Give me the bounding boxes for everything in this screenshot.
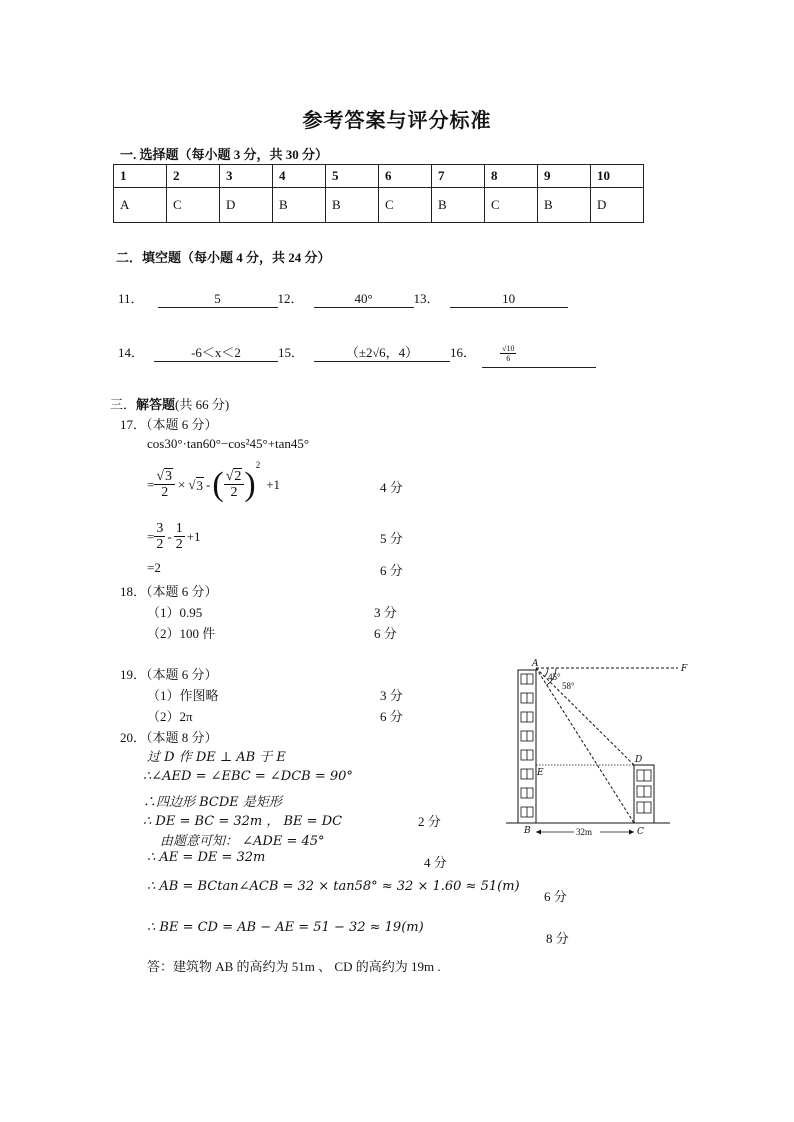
q17-step2-score: 5 分 [380,531,403,546]
section1-heading: 一. 选择题（每小题 3 分，共 30 分） [120,147,329,162]
label-f: F [681,664,688,674]
q13-answer: 10 [450,291,568,308]
distance-label: 32m [576,827,593,837]
q20-line8-score: 8 分 [546,931,569,946]
sight-line-ad [536,668,634,765]
q17-step1-score: 4 分 [380,480,403,495]
q20-line2: ∴∠AED = ∠EBC = ∠DCB = 90° [143,769,353,784]
page-title: 参考答案与评分标准 [302,110,492,132]
fill-row-2 [118,342,596,368]
q17-expression: cos30°·tan60°−cos²45°+tan45° [147,436,310,451]
q17-step3-score: 6 分 [380,563,403,578]
q18-part2-score: 6 分 [374,626,397,641]
q14-answer: -6＜x＜2 [154,345,278,362]
q18-label: 18．（本题 6 分） [120,584,218,599]
angle-label-45: 45° [548,672,561,682]
q11-answer: 5 [158,291,278,308]
q19-part2: （2）2π [147,709,193,724]
q20-line6: ∴ AE = DE = 32m [147,850,266,865]
q20-answer: 答：建筑物 AB 的高约为 51m 、 CD 的高约为 19m . [147,959,441,974]
q16-answer [482,345,596,368]
q20-line1: 过 D 作 DE ⊥ AB 于 E [147,750,286,765]
q19-part1: （1）作图略 [147,688,219,703]
q15-answer [314,345,450,362]
answer-cell: A [114,188,167,223]
building-diagram [500,658,700,842]
answer-cell: D [220,188,273,223]
angle-label-58: 58° [562,681,575,691]
answer-table-answer-row [114,188,644,223]
q17-step3: =2 [147,560,161,575]
q12-answer: 40° [314,291,414,308]
q19-part2-score: 6 分 [380,709,403,724]
q18-part1-score: 3 分 [374,605,397,620]
section3-heading [110,394,229,413]
answer-cell: B [432,188,485,223]
section3-heading-points: (共 66 分) [175,397,230,412]
question-number: 7 [432,165,485,188]
label-c: C [637,827,644,837]
answer-cell: B [326,188,379,223]
label-a: A [532,659,539,669]
answer-cell: B [273,188,326,223]
q13-number: 13． [413,291,440,306]
q20-line4: ∴ DE = BC = 32m ， BE = DC [143,814,343,829]
q20-line4-score: 2 分 [418,814,441,829]
question-number: 10 [591,165,644,188]
sight-line-ac [536,668,634,823]
q20-line3: ∴四边形 BCDE 是矩形 [143,795,282,810]
arrowhead-right [629,830,634,835]
section3-heading-title: 解答题 [136,397,176,412]
q15-answer-post: ，4） [385,345,419,360]
fraction-denominator: 6 [506,354,511,364]
fraction-numerator: √10 [502,344,515,354]
q20-line8: ∴ BE = CD = AB − AE = 51 − 32 ≈ 19(m) [147,920,424,935]
q15-answer-pre: （±2 [345,345,373,360]
question-number: 6 [379,165,432,188]
answer-cell: C [379,188,432,223]
q20-line7: ∴ AB = BCtan∠ACB = 32 × tan58° ≈ 32 × 1.60 ≈ 51(m) [147,879,520,894]
q15-answer-radicand: 6 [379,345,386,360]
question-number: 8 [485,165,538,188]
q20-line5: 由题意可知： ∠ADE = 45° [160,834,325,849]
q17-label: 17．（本题 6 分） [120,417,218,432]
q19-part1-score: 3 分 [380,688,403,703]
section2-heading: 二．填空题（每小题 4 分，共 24 分） [116,250,331,265]
q11-number: 11． [118,291,144,306]
fill-row-1 [118,288,568,308]
q20-line6-score: 4 分 [424,855,447,870]
q15-number: 15． [278,345,305,360]
answer-cell: C [167,188,220,223]
answer-table [113,164,644,223]
question-number: 1 [114,165,167,188]
question-number: 4 [273,165,326,188]
q18-part2: （2）100 件 [147,626,216,641]
question-number: 5 [326,165,379,188]
building-cd-windows [637,770,651,813]
section3-heading-prefix: 三． [110,397,137,412]
question-number: 9 [538,165,591,188]
question-number: 3 [220,165,273,188]
answer-table-header-row [114,165,644,188]
question-number: 2 [167,165,220,188]
q14-number: 14． [118,345,145,360]
sqrt-icon: √ [372,346,380,360]
building-ab-windows [521,674,533,817]
answer-cell: B [538,188,591,223]
arrowhead-left [536,830,541,835]
q16-number: 16． [450,345,477,360]
label-d: D [635,755,643,765]
q12-number: 12． [277,291,304,306]
q17-step2: = $\frac{3}{2}$ - $\frac{1}{2}$ +1 [147,521,201,552]
q19-label: 19．（本题 6 分） [120,667,218,682]
q16-fraction [500,345,516,363]
q18-part1: （1）0.95 [147,605,203,620]
answer-cell: C [485,188,538,223]
q17-step1: = $\frac{√3}{2}$ × √ 3 - ( $\frac{√2}{2}$ ) 2 +1 [147,460,281,503]
label-b: B [524,826,531,836]
q20-line7-score: 6 分 [544,889,567,904]
q20-label: 20．（本题 8 分） [120,730,218,745]
answer-cell: D [591,188,644,223]
label-e: E [537,768,544,778]
